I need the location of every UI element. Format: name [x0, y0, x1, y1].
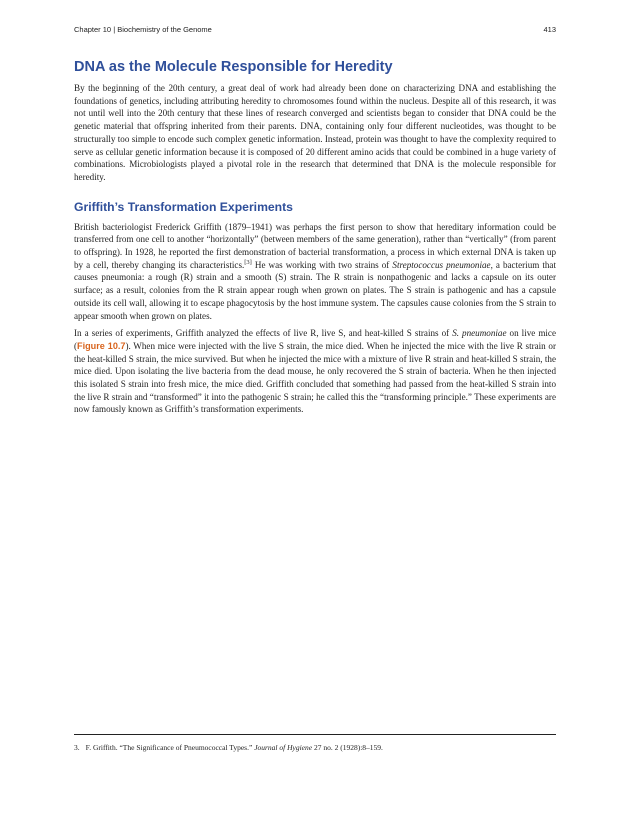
section-heading-griffith: Griffith’s Transformation Experiments	[74, 199, 293, 214]
main-content	[74, 58, 556, 421]
footnote	[74, 743, 556, 753]
text-run: In a series of experiments, Griffith analyzed the effects of live R, live S, and heat-killed S strains of	[74, 328, 453, 339]
paragraph-griffith-experiments	[74, 327, 556, 416]
chapter-title: Chapter 10 | Biochemistry of the Genome	[74, 25, 212, 34]
section-heading-dna-heredity: DNA as the Molecule Responsible for Heredity	[74, 59, 393, 75]
citation-link[interactable]: [3]	[244, 258, 252, 266]
text-run: ). When mice were injected with the live S strain, the mice died. When he injected the mice with the live R strain or the heat-killed S strain, the mice survived. But when he injected the mice with a mixture of live R strain and heat-killed S strain, the mice died. Upon isolating the live bacteria from the dead mouse, he only recovered the S strain of bacteria. When he then injected this isolated S strain into fresh mice, the mice died. Griffith concluded that something had passed from the heat-killed S strain into the live R strain and “transformed” it into the pathogenic S strain; he called this the “transforming principle.” These experiments are now famously known as Griffith’s transformation experiments.	[74, 340, 557, 415]
figure-link[interactable]: Figure 10.7	[77, 340, 126, 351]
text-run: British bacteriologist Frederick Griffith (1879–1941) was perhaps the first person to show that hereditary information could be transferred from one cell to another “horizontally” (between members of the same generation), rather than “vertically” (from parent to offspring). In 1928, he reported the first demonstration of bacterial transformation, a process in which external DNA is taken up by a cell, thereby changing its characteristics.	[74, 221, 556, 270]
footnote-number: 3.	[74, 743, 80, 752]
running-header	[74, 25, 556, 37]
footnote-text: F. Griffith. “The Significance of Pneumococcal Types.”	[85, 743, 255, 752]
paragraph-dna-heredity: By the beginning of the 20th century, a great deal of work had already been done on characterizing DNA and establishing the foundations of genetics, including attributing heredity to chromosomes found within the nucleus. Despite all of this research, it was not until well into the 20th century that these lines of research converged and scientists began to consider that DNA could be the genetic material that offspring inherited from their parents. DNA, containing only four different nucleotides, was thought to be structurally too simple to encode such complex genetic information. Instead, protein was thought to have the complexity required to serve as cellular genetic information because it is composed of 20 different amino acids that could be combined in a huge variety of combinations. Microbiologists played a pivotal role in the research that determined that DNA is the molecule responsible for heredity.	[74, 83, 556, 182]
text-run: on live mice (	[74, 328, 557, 351]
footnote-text: 27 no. 2 (1928):8–159.	[312, 743, 383, 752]
footnote-divider	[74, 734, 556, 735]
journal-title: Journal of Hygiene	[254, 743, 313, 752]
text-run: , a bacterium that causes pneumonia: a rough (R) strain and a smooth (S) strain. The R strain is nonpathogenic and lacks a capsule on its outer surface; as a result, colonies from the R strain appear rough when grown on plates. The S strain is pathogenic and has a capsule outside its cell wall, allowing it to escape phagocytosis by the host immune system. The capsules cause colonies from the S strain to appear smooth when grown on plates.	[74, 259, 556, 321]
species-name: Streptococcus pneumoniae	[392, 259, 491, 270]
page-number: 413	[543, 25, 556, 34]
species-name: S. pneumoniae	[452, 328, 507, 339]
paragraph-griffith-intro	[74, 221, 556, 323]
text-run: He was working with two strains of	[251, 259, 393, 270]
